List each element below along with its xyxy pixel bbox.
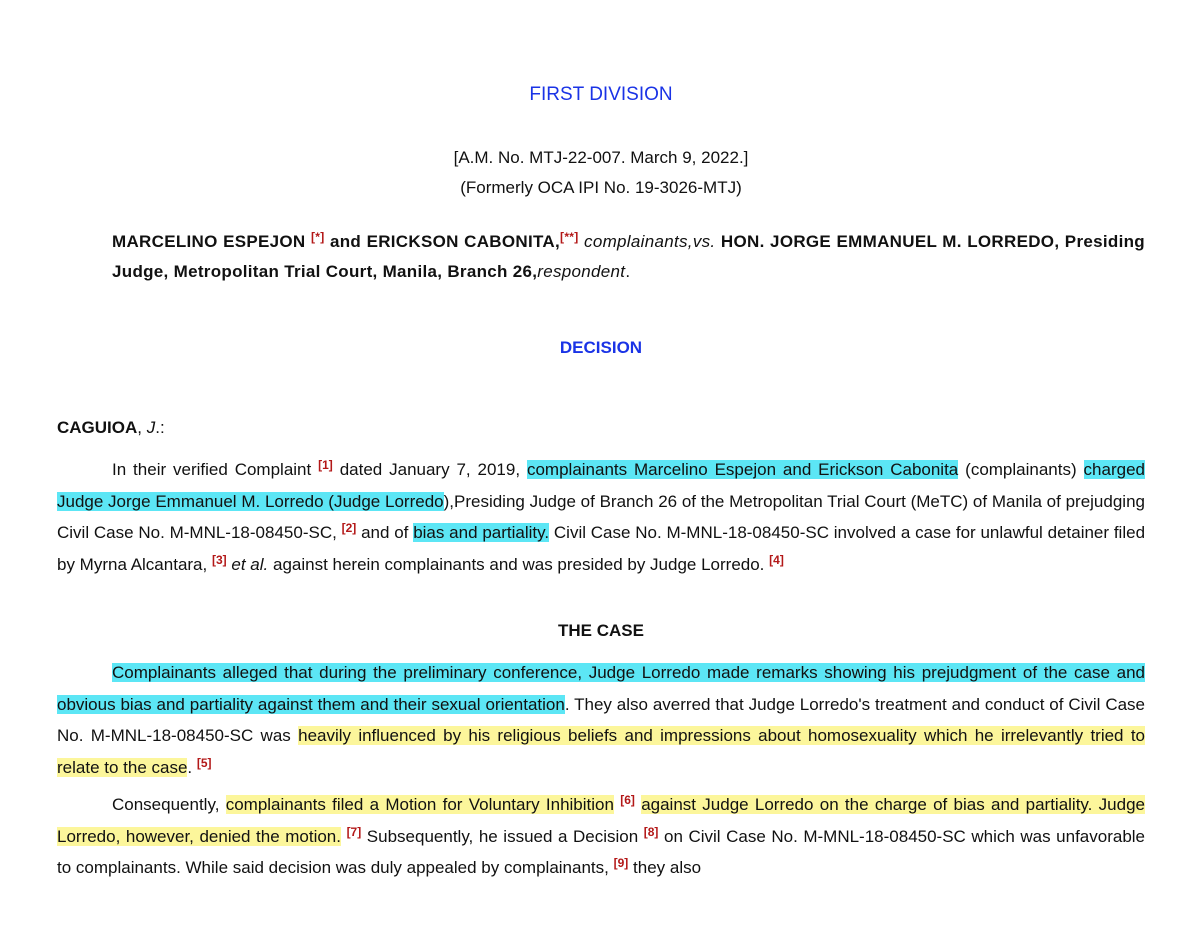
para1-text: dated January 7, 2019, — [339, 460, 521, 479]
para2-text: . They also averred that Judge Lorredo's treatment and conduct of Civil Case No. M-MNL-18-08450-SC was — [57, 694, 1145, 745]
highlight-charged-judge: charged Judge Jorge Emmanuel M. Lorredo (Judge Lorredo — [57, 460, 1145, 511]
complainants-label: complainants, — [584, 232, 693, 251]
footnote-ref-7[interactable]: [7] — [346, 824, 362, 839]
division-heading: FIRST DIVISION — [529, 84, 673, 105]
para3-text: Subsequently, he issued a Decision — [366, 826, 639, 846]
complainant-2: ERICKSON CABONITA, — [366, 232, 561, 251]
footnote-ref-9[interactable]: [9] — [613, 856, 629, 870]
ponente: CAGUIOA, J.: — [57, 418, 165, 437]
parties-block — [112, 227, 1145, 287]
versus-label: vs. — [692, 232, 716, 251]
para3-text: they also — [633, 858, 702, 877]
formerly-case-number: (Formerly OCA IPI No. 19-3026-MTJ) — [460, 178, 742, 197]
para1-text: ),Presiding Judge of Branch 26 of the Metropolitan Trial Court (MeTC) of Manila of prejudging Civil Case No. M-MNL-18-08450-SC, — [57, 491, 1145, 542]
para1-et-al: et al. — [231, 554, 269, 574]
footnote-ref-double-star[interactable]: [**] — [560, 230, 579, 244]
footnote-ref-2[interactable]: [2] — [341, 521, 357, 535]
respondent-label: respondent — [537, 262, 626, 281]
footnote-ref-5[interactable]: [5] — [196, 755, 212, 770]
case-number: [A.M. No. MTJ-22-007. March 9, 2022.] — [453, 148, 749, 167]
para1-text: and of — [361, 523, 409, 542]
highlight-complainants: complainants Marcelino Espejon and Erickson Cabonita — [526, 460, 959, 479]
para3-text: on Civil Case No. M-MNL-18-08450-SC which was unfavorable to complainants. While said decision was duly appealed by complainants, — [57, 826, 1146, 877]
paragraph-2 — [57, 657, 1145, 783]
highlight-motion: complainants filed a Motion for Voluntary Inhibition — [225, 795, 614, 814]
footnote-ref-6[interactable]: [6] — [620, 793, 635, 807]
footnote-ref-8[interactable]: [8] — [643, 824, 659, 839]
para1-text: (complainants) — [965, 460, 1077, 479]
complainant-1: MARCELINO ESPEJON — [112, 232, 306, 251]
parties-and: and — [329, 232, 362, 251]
highlight-bias: bias and partiality. — [413, 523, 550, 542]
highlight-allegation: Complainants alleged that during the preliminary conference, Judge Lorredo made remarks showing his prejudgment of the case and obvious bias and partiality against them and their sexual orientation — [57, 663, 1145, 714]
para3-text: Consequently, — [112, 795, 220, 814]
the-case-heading: THE CASE — [558, 621, 644, 640]
decision-heading: DECISION — [559, 338, 643, 357]
footnote-ref-4[interactable]: [4] — [769, 552, 784, 567]
highlight-religious-beliefs: heavily influenced by his religious beliefs and impressions about homosexuality which he irrelevantly tried to relate to the case — [57, 726, 1145, 777]
ponente-title: J — [146, 418, 156, 437]
ponente-name: CAGUIOA — [57, 418, 138, 437]
case-caption — [57, 143, 1145, 203]
paragraph-3 — [57, 789, 1145, 884]
para1-text: against herein complainants and was presided by Judge Lorredo. — [272, 554, 765, 574]
ponente-suffix: .: — [155, 418, 165, 437]
paragraph-1 — [57, 454, 1145, 580]
parties-period: . — [625, 262, 631, 281]
footnote-ref-3[interactable]: [3] — [211, 552, 227, 567]
para1-text: Civil Case No. M-MNL-18-08450-SC involved a case for unlawful detainer filed by Myrna Alcantara, — [57, 523, 1146, 574]
highlight-denied: against Judge Lorredo on the charge of bias and partiality. Judge Lorredo, however, denied the motion. — [57, 795, 1145, 846]
para2-text: . — [187, 757, 193, 777]
footnote-ref-1[interactable]: [1] — [318, 458, 333, 472]
para1-text: In their verified Complaint — [112, 460, 312, 479]
respondent-name: HON. JORGE EMMANUEL M. LORREDO, Presiding Judge, Metropolitan Trial Court, Manila, Branch 26, — [112, 232, 1145, 281]
footnote-ref-star[interactable]: [*] — [310, 230, 325, 244]
